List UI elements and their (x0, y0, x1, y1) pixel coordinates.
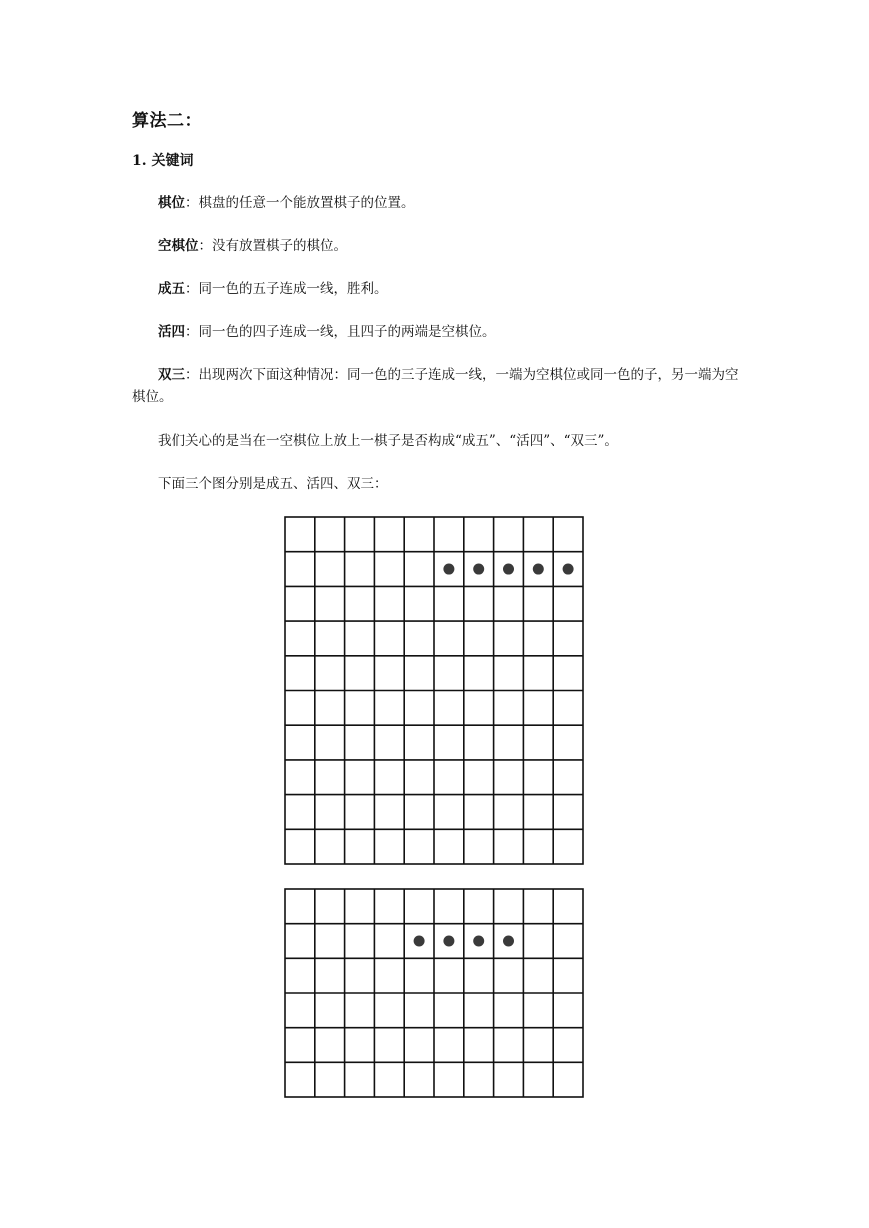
definition-item (132, 235, 742, 257)
definition-term: 双三 (158, 367, 185, 383)
gomoku-board-five (284, 516, 584, 865)
definition-separator: ： (185, 281, 199, 297)
board-stone (443, 564, 454, 575)
board-stone (414, 936, 425, 947)
definition-term: 空棋位 (158, 238, 199, 254)
board-stone (443, 936, 454, 947)
definition-text: 同一色的五子连成一线，胜利。 (198, 281, 388, 297)
board-stone (473, 936, 484, 947)
definition-separator: ： (185, 324, 199, 340)
definition-term: 棋位 (158, 195, 185, 211)
definition-term: 成五 (158, 281, 185, 297)
definition-separator: ： (185, 195, 199, 211)
board-stone (503, 564, 514, 575)
board-stone (533, 564, 544, 575)
board-stone (563, 564, 574, 575)
figures-intro: 下面三个图分别是成五、活四、双三： (158, 476, 388, 492)
definition-separator: ： (198, 238, 212, 254)
section-title-keywords: 1. 关键词 (132, 153, 194, 169)
algorithm-heading: 算法二： (132, 111, 202, 131)
gomoku-board-live-four (284, 888, 584, 1098)
definition-text: 棋盘的任意一个能放置棋子的位置。 (198, 195, 415, 211)
definition-text: 没有放置棋子的棋位。 (212, 238, 347, 254)
definition-text: 同一色的四子连成一线，且四子的两端是空棋位。 (198, 324, 496, 340)
definition-item (132, 278, 742, 300)
definition-text: 出现两次下面这种情况：同一色的三子连成一线，一端为空棋位或同一色的子，另一端为空棋位。 (132, 367, 739, 405)
board-stone (503, 936, 514, 947)
definition-separator: ： (185, 367, 199, 383)
definition-item (132, 364, 742, 408)
definition-term: 活四 (158, 324, 185, 340)
definition-item (132, 192, 742, 214)
concern-paragraph: 我们关心的是当在一空棋位上放上一棋子是否构成“成五”、“活四”、“双三”。 (158, 433, 618, 449)
board-stone (473, 564, 484, 575)
definition-item (132, 321, 742, 343)
